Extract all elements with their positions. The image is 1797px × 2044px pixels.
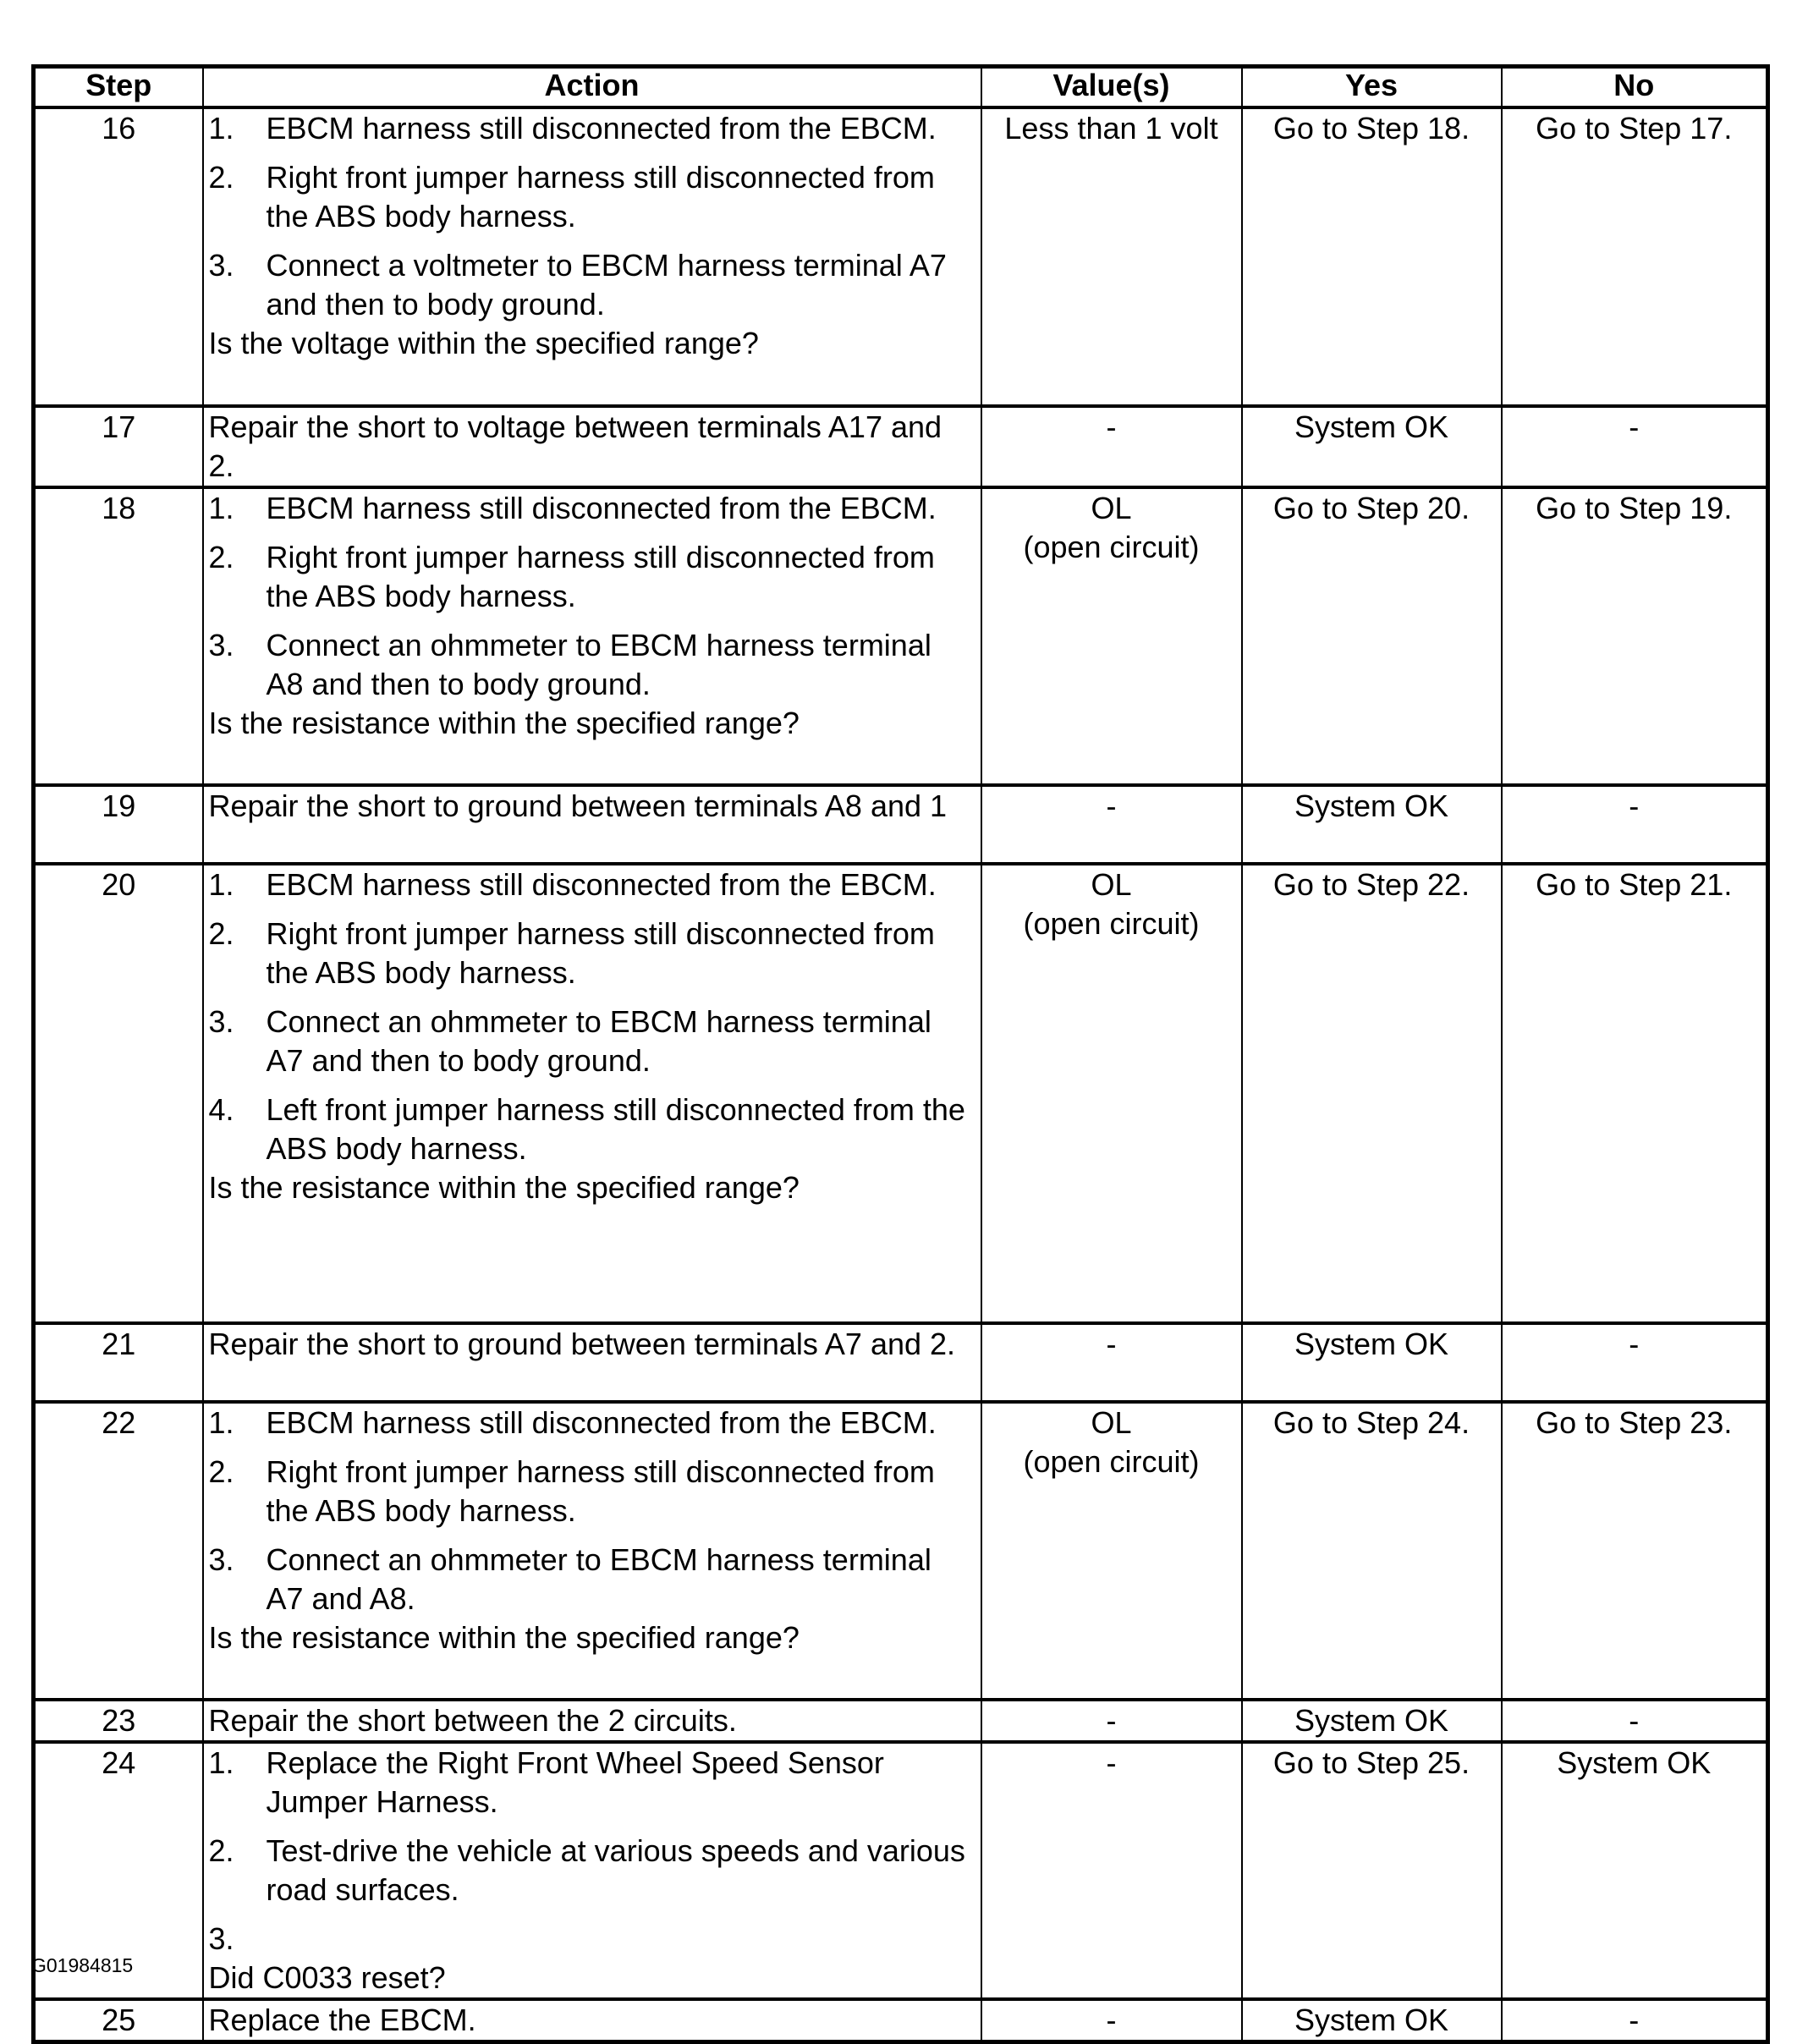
action-item [209, 1541, 975, 1618]
action-item-text: Right front jumper harness still disconnected from the ABS body harness. [266, 540, 935, 613]
table-body [34, 107, 1768, 2042]
action-text: Repair the short to ground between terminals A8 and 1 [208, 788, 948, 823]
action-cell [203, 1742, 981, 1999]
action-item-number: 2. [208, 540, 234, 574]
value-cell [981, 1999, 1242, 2042]
step-number: 16 [34, 107, 203, 406]
action-item-text [267, 1920, 975, 1959]
value-line: (open circuit) [1023, 530, 1200, 564]
action-cell [203, 406, 981, 487]
action-cell [203, 107, 981, 406]
action-item-number: 1. [208, 1745, 234, 1780]
value-line: Less than 1 volt [1004, 111, 1218, 146]
action-question: Is the resistance within the specified range? [208, 706, 800, 740]
table-row [34, 1402, 1768, 1700]
step-number: 22 [34, 1402, 203, 1700]
value-line: (open circuit) [1023, 906, 1200, 941]
action-cell [203, 1323, 981, 1402]
action-item [209, 1404, 975, 1442]
step-number: 23 [34, 1700, 203, 1742]
yes-cell: System OK [1242, 1999, 1502, 2042]
value-cell [981, 1700, 1242, 1742]
action-item-number: 3. [208, 628, 234, 662]
action-item-number: 3. [208, 1921, 234, 1956]
action-item [209, 1091, 975, 1168]
action-question: Is the resistance within the specified range? [208, 1170, 800, 1205]
table-row [34, 1323, 1768, 1402]
action-item-number: 2. [208, 1454, 234, 1489]
action-text: Repair the short between the 2 circuits. [208, 1703, 737, 1738]
action-item-number: 1. [208, 1405, 234, 1440]
action-item-text: Right front jumper harness still disconnected from the ABS body harness. [266, 160, 935, 234]
action-item-text: Right front jumper harness still disconnected from the ABS body harness. [266, 916, 935, 990]
action-text: Replace the EBCM. [208, 2003, 476, 2037]
action-item [209, 915, 975, 992]
action-item [209, 109, 975, 148]
table-row [34, 406, 1768, 487]
yes-cell: System OK [1242, 785, 1502, 864]
action-question: Is the voltage within the specified range? [208, 326, 759, 360]
action-item [209, 1744, 975, 1821]
step-number: 19 [34, 785, 203, 864]
no-cell: Go to Step 19. [1502, 487, 1768, 785]
table-row [34, 487, 1768, 785]
action-item-number: 1. [208, 867, 234, 902]
table-row [34, 864, 1768, 1323]
header-row [34, 67, 1768, 108]
no-cell: Go to Step 17. [1502, 107, 1768, 406]
value-cell [981, 406, 1242, 487]
figure-id: G01984815 [31, 1954, 134, 1976]
action-cell [203, 1999, 981, 2042]
step-number: 21 [34, 1323, 203, 1402]
header-no: No [1502, 67, 1768, 108]
action-item-text: Replace the Right Front Wheel Speed Sensor Jumper Harness. [266, 1745, 884, 1819]
action-cell [203, 864, 981, 1323]
step-number: 18 [34, 487, 203, 785]
value-cell [981, 1402, 1242, 1700]
action-item-number: 2. [208, 916, 234, 951]
action-item [209, 626, 975, 704]
action-item [209, 1003, 975, 1080]
value-cell [981, 1323, 1242, 1402]
action-cell [203, 785, 981, 864]
yes-cell: Go to Step 20. [1242, 487, 1502, 785]
no-cell: System OK [1502, 1742, 1768, 1999]
action-item-number: 2. [208, 1833, 234, 1868]
action-question: Did C0033 reset? [208, 1960, 446, 1995]
no-cell: Go to Step 21. [1502, 864, 1768, 1323]
action-item-text: Right front jumper harness still disconnected from the ABS body harness. [266, 1454, 935, 1528]
step-number: 24 [34, 1742, 203, 1999]
value-cell [981, 785, 1242, 864]
action-item [209, 1832, 975, 1909]
no-cell: - [1502, 406, 1768, 487]
yes-cell: Go to Step 18. [1242, 107, 1502, 406]
action-item [209, 865, 975, 904]
action-item [209, 1453, 975, 1530]
value-line: (open circuit) [1023, 1444, 1200, 1479]
action-item-text: Connect an ohmmeter to EBCM harness terminal A7 and then to body ground. [266, 1004, 931, 1078]
action-item-text: Connect an ohmmeter to EBCM harness terminal A8 and then to body ground. [266, 628, 931, 701]
value-cell [981, 864, 1242, 1323]
table-row [34, 785, 1768, 864]
action-item-number: 3. [208, 248, 234, 283]
action-item-text: EBCM harness still disconnected from the EBCM. [266, 111, 937, 146]
action-item-text: Connect an ohmmeter to EBCM harness terminal A7 and A8. [266, 1542, 931, 1616]
no-cell: - [1502, 1700, 1768, 1742]
value-cell [981, 1742, 1242, 1999]
value-line: OL [1091, 867, 1132, 902]
value-line: - [1106, 2003, 1117, 2037]
table-row [34, 107, 1768, 406]
value-line: OL [1091, 491, 1132, 525]
action-item-text: EBCM harness still disconnected from the EBCM. [266, 867, 937, 902]
action-item-text: EBCM harness still disconnected from the EBCM. [266, 1405, 937, 1440]
action-item-number: 3. [208, 1004, 234, 1039]
value-line: - [1106, 1745, 1117, 1780]
action-item-text: Left front jumper harness still disconnected from the ABS body harness. [266, 1092, 965, 1166]
table-row [34, 1742, 1768, 1999]
value-line: - [1106, 1327, 1117, 1361]
action-item-text: Connect a voltmeter to EBCM harness terminal A7 and then to body ground. [266, 248, 947, 321]
action-item-text: Test-drive the vehicle at various speeds and various road surfaces. [266, 1833, 965, 1907]
no-cell: - [1502, 1999, 1768, 2042]
diagnostic-table [31, 64, 1770, 2044]
action-item-number: 3. [208, 1542, 234, 1577]
action-item [209, 538, 975, 616]
header-action: Action [203, 67, 981, 108]
step-number: 17 [34, 406, 203, 487]
value-line: - [1106, 1703, 1117, 1738]
no-cell: Go to Step 23. [1502, 1402, 1768, 1700]
yes-cell: System OK [1242, 406, 1502, 487]
action-item-text: EBCM harness still disconnected from the EBCM. [266, 491, 937, 525]
yes-cell: System OK [1242, 1700, 1502, 1742]
no-cell: - [1502, 785, 1768, 864]
yes-cell: Go to Step 25. [1242, 1742, 1502, 1999]
yes-cell: Go to Step 22. [1242, 864, 1502, 1323]
action-item-number: 2. [208, 160, 234, 195]
action-text: Repair the short to voltage between terminals A17 and 2. [208, 409, 942, 483]
no-cell: - [1502, 1323, 1768, 1402]
action-cell [203, 1402, 981, 1700]
action-item-number: 1. [208, 111, 234, 146]
value-line: - [1106, 788, 1117, 823]
yes-cell: System OK [1242, 1323, 1502, 1402]
value-line: OL [1091, 1405, 1132, 1440]
table-row [34, 1999, 1768, 2042]
action-item [209, 489, 975, 528]
action-cell [203, 1700, 981, 1742]
action-item-number: 4. [208, 1092, 234, 1127]
value-cell [981, 487, 1242, 785]
value-cell [981, 107, 1242, 406]
action-text: Repair the short to ground between terminals A7 and 2. [208, 1327, 956, 1361]
value-line: - [1106, 409, 1117, 444]
action-item-number: 1. [208, 491, 234, 525]
step-number: 20 [34, 864, 203, 1323]
header-yes: Yes [1242, 67, 1502, 108]
action-item [209, 1920, 975, 1959]
action-question: Is the resistance within the specified range? [208, 1620, 800, 1655]
step-number: 25 [34, 1999, 203, 2042]
header-step: Step [34, 67, 203, 108]
table-row [34, 1700, 1768, 1742]
action-item [209, 246, 975, 324]
yes-cell: Go to Step 24. [1242, 1402, 1502, 1700]
action-cell [203, 487, 981, 785]
action-item [209, 158, 975, 236]
header-values: Value(s) [981, 67, 1242, 108]
